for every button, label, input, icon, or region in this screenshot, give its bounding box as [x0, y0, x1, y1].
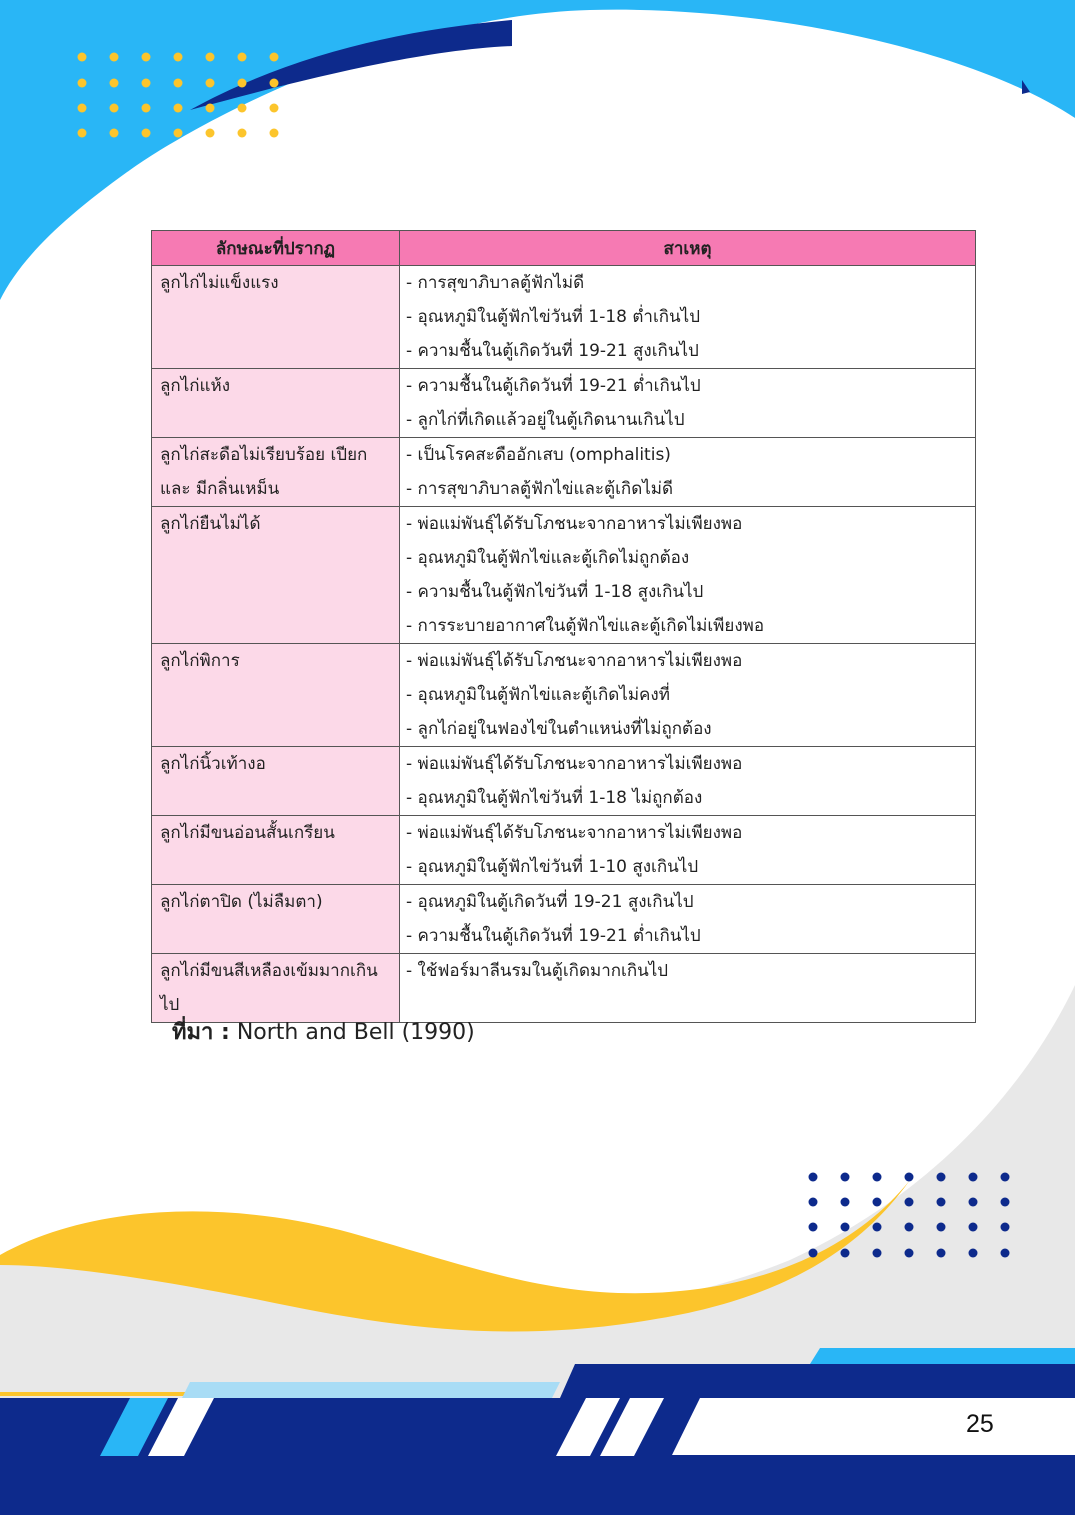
source-text: North and Bell (1990): [236, 1020, 475, 1045]
page-number: 25: [966, 1410, 994, 1438]
cause-item: - การระบายอากาศในตู้ฟักไข่และตู้เกิดไม่เพียงพอ: [406, 616, 765, 636]
source-citation: [172, 1016, 475, 1050]
table-row: [152, 438, 976, 507]
chick-abnormality-table: [151, 230, 976, 1023]
table-row: [152, 644, 976, 747]
table-row: [152, 507, 976, 644]
cause-cell: [400, 885, 976, 954]
cause-cell: [400, 816, 976, 885]
cause-item: - ลูกไก่ที่เกิดแล้วอยู่ในตู้เกิดนานเกินไป: [406, 410, 685, 430]
yellow-dot-grid: [70, 45, 290, 145]
cause-item: - การสุขาภิบาลตู้ฟักไม่ดี: [406, 273, 585, 293]
cause-item: - ความชื้นในตู้เกิดวันที่ 19-21 ต่ำเกินไป: [406, 926, 701, 946]
table-row: [152, 369, 976, 438]
cause-item: - ลูกไก่อยู่ในฟองไข่ในตำแหน่งที่ไม่ถูกต้อง: [406, 719, 712, 739]
symptom-cell: ลูกไก่สะดือไม่เรียบร้อย เปียก และ มีกลิ่นเหม็น: [152, 438, 400, 507]
table-row: [152, 885, 976, 954]
symptom-cell: ลูกไก่แห้ง: [152, 369, 400, 438]
cause-item: - การสุขาภิบาลตู้ฟักไข่และตู้เกิดไม่ดี: [406, 479, 674, 499]
symptom-cell: ลูกไก่ไม่แข็งแรง: [152, 266, 400, 369]
symptom-cell: ลูกไก่ตาปิด (ไม่ลืมตา): [152, 885, 400, 954]
cause-item: - ความชื้นในตู้เกิดวันที่ 19-21 ต่ำเกินไป: [406, 376, 701, 396]
cause-cell: [400, 369, 976, 438]
cause-cell: [400, 266, 976, 369]
navy-dot-grid: [800, 1165, 1020, 1265]
table-row: [152, 954, 976, 1023]
cause-item: - อุณหภูมิในตู้เกิดวันที่ 19-21 สูงเกินไป: [406, 892, 694, 912]
cause-item: - พ่อแม่พันธุ์ได้รับโภชนะจากอาหารไม่เพียงพอ: [406, 651, 743, 671]
cause-item: - พ่อแม่พันธุ์ได้รับโภชนะจากอาหารไม่เพียงพอ: [406, 823, 743, 843]
cause-item: - ใช้ฟอร์มาลีนรมในตู้เกิดมากเกินไป: [406, 961, 669, 981]
header-symptom: ลักษณะที่ปรากฏ: [152, 231, 400, 266]
symptom-cell: ลูกไก่มีขนสีเหลืองเข้มมากเกินไป: [152, 954, 400, 1023]
symptom-cell: ลูกไก่พิการ: [152, 644, 400, 747]
table-row: [152, 266, 976, 369]
table-body: [152, 266, 976, 1023]
symptom-cell: ลูกไก่ยืนไม่ได้: [152, 507, 400, 644]
cause-item: - ความชื้นในตู้ฟักไข่วันที่ 1-18 สูงเกินไป: [406, 582, 704, 602]
cause-item: - อุณหภูมิในตู้ฟักไข่และตู้เกิดไม่ถูกต้อง: [406, 548, 690, 568]
cause-item: - อุณหภูมิในตู้ฟักไข่วันที่ 1-18 ต่ำเกินไป: [406, 307, 701, 327]
symptom-cell: ลูกไก่นิ้วเท้างอ: [152, 747, 400, 816]
table-header-row: [152, 231, 976, 266]
header-cause: สาเหตุ: [400, 231, 976, 266]
cause-item: - เป็นโรคสะดืออักเสบ (omphalitis): [406, 445, 671, 465]
cause-item: - พ่อแม่พันธุ์ได้รับโภชนะจากอาหารไม่เพียงพอ: [406, 754, 743, 774]
cause-item: - ความชื้นในตู้เกิดวันที่ 19-21 สูงเกินไป: [406, 341, 699, 361]
cause-item: - พ่อแม่พันธุ์ได้รับโภชนะจากอาหารไม่เพียงพอ: [406, 514, 743, 534]
cause-cell: [400, 954, 976, 1023]
cause-cell: [400, 747, 976, 816]
symptom-cell: ลูกไก่มีขนอ่อนสั้นเกรียน: [152, 816, 400, 885]
cause-cell: [400, 507, 976, 644]
table-row: [152, 816, 976, 885]
table-row: [152, 747, 976, 816]
cause-item: - อุณหภูมิในตู้ฟักไข่และตู้เกิดไม่คงที่: [406, 685, 670, 705]
cause-item: - อุณหภูมิในตู้ฟักไข่วันที่ 1-10 สูงเกินไป: [406, 857, 699, 877]
cause-item: - อุณหภูมิในตู้ฟักไข่วันที่ 1-18 ไม่ถูกต้อง: [406, 788, 703, 808]
cause-cell: [400, 438, 976, 507]
source-label: ที่มา :: [172, 1020, 230, 1045]
cause-cell: [400, 644, 976, 747]
